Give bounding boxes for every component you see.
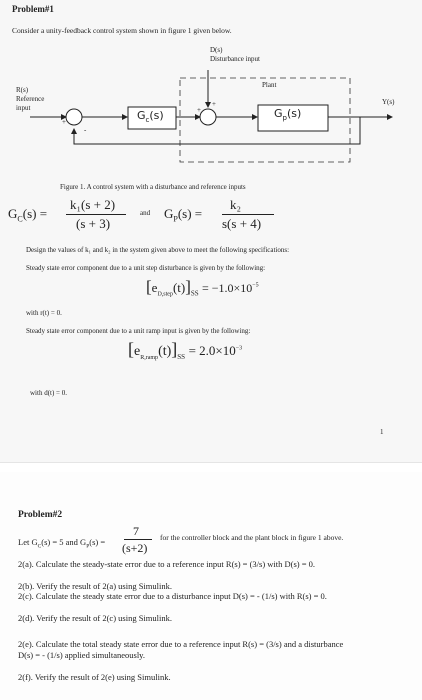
gc-fraction-bar: [66, 214, 126, 215]
steady-state-text-2: Steady state error component due to a unit ramp input is given by the following:: [26, 327, 251, 335]
reference-label: Reference: [16, 95, 45, 103]
design-text: Design the values of k₁ and k₂ in the system given above to meet the following specifications:: [26, 246, 290, 254]
gp-block-label: $G_p(s)$: [274, 107, 302, 123]
steady-state-text-1: Steady state error component due to a unit step disturbance is given by the following:: [26, 264, 266, 272]
problem2-page: [0, 472, 422, 700]
gc-block-label: $G_c(s)$: [137, 109, 164, 125]
question-2f: 2(f). Verify the result of 2(e) using Simulink.: [18, 672, 171, 682]
gp-equation-lhs: $G_P(s)$ =: [164, 206, 203, 224]
sum1-minus-sign: -: [84, 126, 87, 134]
equation-disturbance-error: $[e_{D,step}(t)]_{SS} = -1.0\times 10^{-5}$: [146, 277, 259, 298]
gp-numerator: k₂: [230, 197, 242, 212]
problem1-intro: Consider a unity-feedback control system shown in figure 1 given below.: [12, 26, 232, 35]
let-fraction-denominator: (s+2): [122, 541, 148, 555]
ds-label: D(s): [210, 46, 223, 54]
summing-junction-1: [66, 109, 82, 125]
question-2e-continued: D(s) = - (1/s) applied simultaneously.: [18, 650, 145, 660]
with-r-condition: with r(t) = 0.: [26, 309, 62, 317]
gc-numerator: k₁(s + 2): [70, 197, 116, 212]
problem1-title: Problem#1: [12, 4, 54, 14]
gc-equation-lhs: $G_C(s)$ =: [8, 206, 48, 224]
equation-ramp-error: $[e_{R,ramp}(t)]_{SS} = 2.0\times 10^{-3}$: [128, 339, 243, 361]
page-number: 1: [380, 428, 384, 436]
let-statement-end: for the controller block and the plant block in figure 1 above.: [160, 533, 344, 542]
gp-fraction-bar: [222, 214, 274, 215]
input-label: input: [16, 104, 31, 112]
with-d-condition: with d(t) = 0.: [30, 389, 67, 397]
plant-label: Plant: [262, 81, 277, 89]
figure-caption: Figure 1. A control system with a disturbance and reference inputs: [60, 183, 246, 191]
gc-denominator: (s + 3): [76, 216, 111, 231]
let-statement-start: Let $G_C(s) = 5$ and $G_P(s)$ =: [18, 537, 106, 550]
question-2c: 2(c). Calculate the steady state error due to a disturbance input D(s) = - (1/s) with R(s) = 0.: [18, 591, 327, 601]
sum1-plus-sign: +: [62, 118, 66, 126]
question-2e: 2(e). Calculate the total steady state error due to a reference input R(s) = (3/s) and a disturbance: [18, 639, 344, 649]
disturbance-label: Disturbance input: [210, 55, 260, 63]
sum2-plus-sign-left: +: [197, 106, 201, 114]
and-text: and: [140, 209, 151, 217]
let-fraction-numerator: 7: [133, 524, 139, 538]
summing-junction-2: [200, 109, 216, 125]
let-fraction-bar: [124, 539, 152, 540]
rs-label: R(s): [16, 86, 29, 94]
problem2-title: Problem#2: [18, 510, 63, 520]
gp-denominator: s(s + 4): [222, 216, 262, 231]
sum2-plus-sign-top: +: [212, 100, 216, 108]
question-2b: 2(b). Verify the result of 2(a) using Simulink.: [18, 581, 173, 591]
ys-label: Y(s): [382, 98, 395, 106]
question-2a: 2(a). Calculate the steady-state error due to a reference input R(s) = (3/s) with D(s) = 0.: [18, 559, 316, 569]
question-2d: 2(d). Verify the result of 2(c) using Simulink.: [18, 613, 173, 623]
